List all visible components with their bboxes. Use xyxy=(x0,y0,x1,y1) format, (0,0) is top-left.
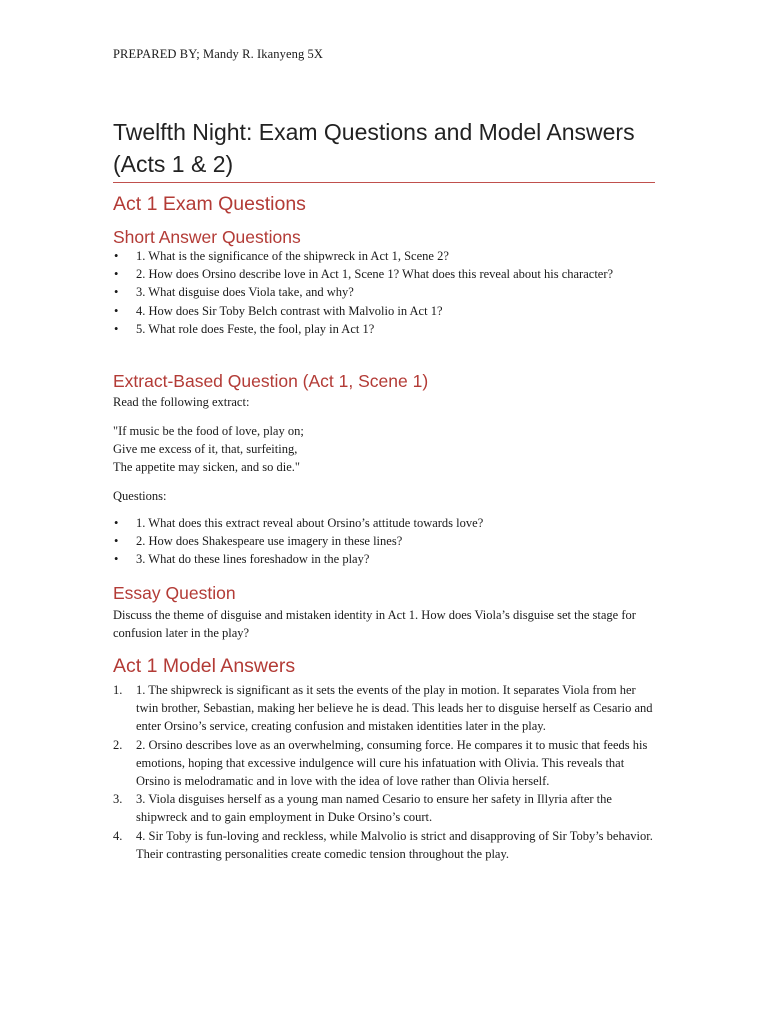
quote-line: Give me excess of it, that, surfeiting, xyxy=(113,442,298,457)
bullet-icon: • xyxy=(114,321,119,336)
quote-line: "If music be the food of love, play on; xyxy=(113,424,304,438)
list-number: 1. xyxy=(113,683,123,697)
title-divider xyxy=(113,182,655,183)
bullet-icon: • xyxy=(114,516,119,530)
act1-answers-heading: Act 1 Model Answers xyxy=(113,655,296,677)
bullet-icon: • xyxy=(114,534,119,549)
list-item: • 3. What do these lines foreshadow in the play? xyxy=(113,550,655,568)
extract-question-heading: Extract-Based Question (Act 1, Scene 1) xyxy=(113,371,429,391)
extract-intro: Read the following extract: xyxy=(113,395,250,409)
list-item: • 2. How does Orsino describe love in Act 1, Scene 1? What does this reveal about his character? xyxy=(113,265,655,283)
bullet-icon: • xyxy=(114,249,119,263)
short-answer-heading: Short Answer Questions xyxy=(113,227,301,247)
questions-label: Questions: xyxy=(113,489,167,503)
extract-quote xyxy=(113,422,655,477)
list-item: 4. 4. Sir Toby is fun-loving and reckless, while Malvolio is strict and disapproving of Sir Toby’s behavior. Their contrasting personalities create comedic tension throughout the play. xyxy=(113,828,653,861)
list-item: 1. 1. The shipwreck is significant as it sets the events of the play in motion. It separates Viola from her twin brother, Sebastian, making her believe he is dead. This leads her to disguise herself as Cesario and enter Orsino’s service, creating confusion and mistaken identities later in the play. xyxy=(113,683,653,734)
list-item: 2. 2. Orsino describes love as an overwhelming, consuming force. He compares it to music that feeds his emotions, hoping that excessive indulgence will cure his infatuation with Olivia. This reveals that Orsino is melodramatic and in love with the idea of love rather than Olivia herself. xyxy=(113,737,648,789)
document-title: Twelfth Night: Exam Questions and Model Answers (Acts 1 & 2) xyxy=(113,119,635,177)
list-number: 2. xyxy=(113,737,123,752)
list-item: 3. 3. Viola disguises herself as a young man named Cesario to ensure her safety in Illyria after the shipwreck and to gain employment in Duke Orsino’s court. xyxy=(113,792,612,825)
essay-question-heading: Essay Question xyxy=(113,583,236,603)
list-item: • 2. How does Shakespeare use imagery in these lines? xyxy=(113,532,655,550)
list-number: 3. xyxy=(113,792,123,807)
list-item: • 5. What role does Feste, the fool, play in Act 1? xyxy=(113,320,655,338)
extract-question-list xyxy=(113,514,655,569)
quote-line: The appetite may sicken, and so die." xyxy=(113,460,300,475)
list-item: • 3. What disguise does Viola take, and why? xyxy=(113,283,655,301)
prepared-by-line: PREPARED BY; Mandy R. Ikanyeng 5X xyxy=(113,47,324,61)
model-answers-list xyxy=(113,681,655,863)
bullet-icon: • xyxy=(114,285,119,300)
bullet-icon: • xyxy=(114,552,119,567)
essay-question-text: Discuss the theme of disguise and mistaken identity in Act 1. How does Viola’s disguise set the stage for confusion later in the play? xyxy=(113,608,636,641)
bullet-icon: • xyxy=(114,303,119,318)
list-item: • 4. How does Sir Toby Belch contrast with Malvolio in Act 1? xyxy=(113,302,655,320)
bullet-icon: • xyxy=(114,267,119,282)
list-number: 4. xyxy=(113,828,123,843)
short-answer-list xyxy=(113,247,655,338)
act1-questions-heading: Act 1 Exam Questions xyxy=(113,193,306,215)
list-item: • 1. What is the significance of the shipwreck in Act 1, Scene 2? xyxy=(113,247,655,265)
list-item: • 1. What does this extract reveal about Orsino’s attitude towards love? xyxy=(113,514,655,532)
